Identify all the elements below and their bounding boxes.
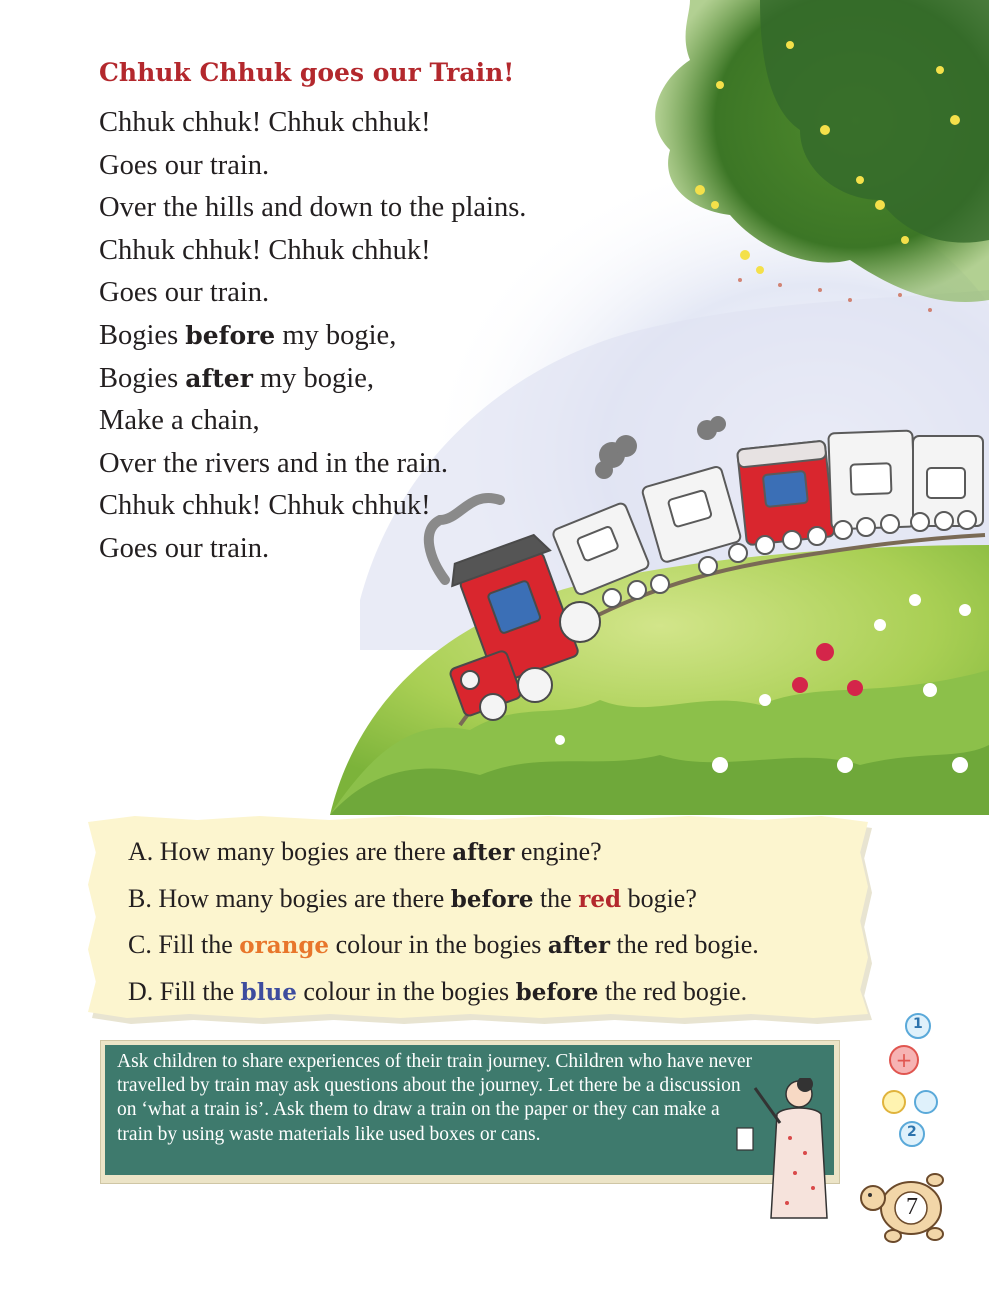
question-list xyxy=(128,829,858,1015)
svg-text:+: + xyxy=(895,1048,913,1072)
poem-line: Goes our train. xyxy=(99,532,270,564)
poem-line: Goes our train. xyxy=(99,149,270,181)
emphasis-before: before xyxy=(185,320,276,350)
poem-line: Bogies before my bogie, xyxy=(99,319,397,351)
question-c: C. Fill the orange colour in the bogies after the red bogie. xyxy=(128,930,759,959)
question-b: B. How many bogies are there before the red bogie? xyxy=(128,883,697,913)
poem-title: Chhuk Chhuk goes our Train! xyxy=(99,58,515,87)
bubble-one-label: 1 xyxy=(913,1016,923,1032)
poem-line: Goes our train. xyxy=(99,277,270,309)
poem-line: Chhuk chhuk! Chhuk chhuk! xyxy=(99,107,431,138)
poem-body xyxy=(99,102,659,571)
question-a: A. How many bogies are there after engine? xyxy=(128,837,602,866)
poem-line: Chhuk chhuk! Chhuk chhuk! xyxy=(99,490,431,522)
page-number: 7 xyxy=(906,1194,918,1220)
poem-line: Bogies after my bogie, xyxy=(99,362,374,394)
emphasis-after: after xyxy=(185,363,253,393)
poem-line: Make a chain, xyxy=(99,405,260,437)
paper-sheet xyxy=(737,1128,753,1150)
poem-line: Over the rivers and in the rain. xyxy=(99,447,448,479)
equals-icon xyxy=(915,1091,937,1113)
poem-line: Chhuk chhuk! Chhuk chhuk! xyxy=(99,234,431,266)
bubble-two-label: 2 xyxy=(907,1124,917,1140)
minus-icon xyxy=(883,1091,905,1113)
teacher-figure xyxy=(735,1078,835,1228)
teacher-note: Ask children to share experiences of their train journey. Children who have never travelled by train may ask questions about the journey. Let there be a discussion on ‘what a train is’. Ask them to draw a train on the paper or they can make a train by using waste materials like used boxes or cans. xyxy=(117,1051,752,1145)
poem-line: Over the hills and down to the plains. xyxy=(99,192,527,224)
question-d: D. Fill the blue colour in the bogies before the red bogie. xyxy=(128,976,748,1006)
